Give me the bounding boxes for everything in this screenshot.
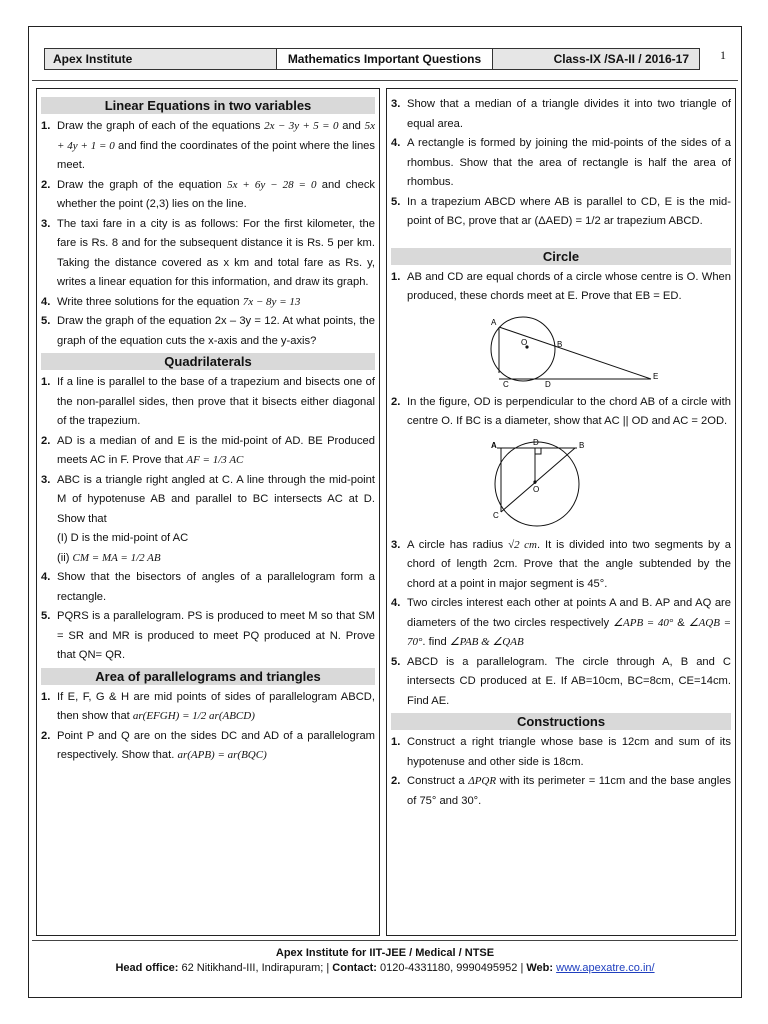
page-footer [30, 946, 740, 976]
list-item: 2. In the figure, OD is perpendicular to the chord AB of a circle with centre O. If BC is a diameter, show that AC || OD and AC = 2OD. [391, 395, 731, 427]
header-divider [32, 80, 738, 81]
page-header [44, 48, 700, 70]
fig2-label-o: O [533, 484, 540, 494]
right-column [386, 88, 736, 936]
list-item: 1. If E, F, G & H are mid points of sides of parallelogram ABCD, then show that ar(EFGH) = 1/2 ar(ABCD) [41, 690, 375, 722]
quadrilaterals-list [41, 373, 375, 666]
subject-title: Mathematics Important Questions [277, 49, 493, 69]
section-title-linear-equations: Linear Equations in two variables [41, 97, 375, 114]
left-column [36, 88, 380, 936]
figure-perpendicular-chord [391, 436, 731, 532]
list-item: 5. ABCD is a parallelogram. The circle through A, B and C intersects CD produced at E. If AB=10cm, BC=8cm, CE=14cm. Find AE. [391, 655, 731, 707]
website-link[interactable]: www.apexatre.co.in/ [556, 962, 655, 974]
circle-list-2 [391, 393, 731, 432]
fig1-label-e: E [653, 371, 659, 381]
fig1-label-c: C [503, 379, 509, 389]
area-list-continued [391, 95, 731, 232]
list-item: 4. Write three solutions for the equation 7x − 8y = 13 [41, 295, 301, 308]
list-item: 4. A rectangle is formed by joining the mid-points of the sides of a rhombus. Show that the area of rectangle is half the area of rhombus. [391, 137, 731, 188]
section-title-constructions: Constructions [391, 713, 731, 730]
fig2-label-b: B [579, 440, 585, 450]
list-item: 4. Show that the bisectors of angles of a parallelogram form a rectangle. [41, 571, 375, 603]
constructions-list [391, 733, 731, 811]
fig2-label-c: C [493, 510, 499, 520]
institute-name: Apex Institute [45, 49, 277, 69]
list-item: 2. Construct a ΔPQR with its perimeter = 11cm and the base angles of 75° and 30°. [391, 775, 732, 807]
list-item: 1. Construct a right triangle whose base is 12cm and sum of its hypotenuse and other side is 18cm. [391, 736, 731, 768]
fig1-label-a: A [491, 317, 497, 327]
linear-equations-list [41, 117, 375, 351]
footer-divider [32, 940, 738, 941]
list-item: 2. AD is a median of and E is the mid-point of AD. BE Produced meets AC in F. Prove that AF = 1/3 AC [41, 434, 375, 466]
circle-list-3 [391, 536, 731, 712]
list-item: 1. If a line is parallel to the base of a trapezium and bisects one of the non-parallel sides, then prove that it bisects either diagonal of the trapezium. [41, 376, 375, 427]
section-title-quadrilaterals: Quadrilaterals [41, 353, 375, 370]
list-item: 2. Draw the graph of the equation 5x + 6y − 28 = 0 and check whether the point (2,3) lies on the line. [41, 178, 376, 210]
list-item: 3. The taxi fare in a city is as follows: For the first kilometer, the fare is Rs. 8 and for the subsequent distance it is Rs. 5 per km. Taking the distance covered as x km and total fare as Rs. y, writes a linear equation for this information, and draw its graph. [41, 217, 375, 288]
list-item: 5. In a trapezium ABCD where AB is parallel to CD, E is the mid-point of BC, prove that ar (ΔAED) = 1/2 ar trapezium ABCD. [391, 195, 731, 227]
fig2-label-a: A [491, 440, 497, 450]
list-item: 4. Two circles interest each other at points A and B. AP and AQ are diameters of the two circles respectively ∠APB = 40° & ∠AQB = 70°. find ∠PAB & ∠QAB [391, 597, 732, 648]
section-title-circle: Circle [391, 248, 731, 265]
fig1-label-b: B [557, 339, 563, 349]
list-item: 2. Point P and Q are on the sides DC and AD of a parallelogram respectively. Show that. ar(APB) = ar(BQC) [41, 729, 375, 761]
list-item: 5. Draw the graph of the equation 2x – 3y = 12. At what points, the graph of the equation cuts the x-axis and the y-axis? [41, 315, 375, 347]
area-list [41, 688, 375, 766]
section-title-area: Area of parallelograms and triangles [41, 668, 375, 685]
footer-contact: Head office: 62 Nitikhand-III, Indirapuram; | Contact: 0120-4331180, 9990495952 | Web: www.apexatre.co.in/ [115, 962, 655, 974]
list-item: 1. Draw the graph of each of the equations 2x − 3y + 5 = 0 and 5x + 4y + 1 = 0 and find the coordinates of the point where the lines meet. [41, 120, 376, 171]
list-item: 5. PQRS is a parallelogram. PS is produced to meet M so that SM = SR and MR is produced to meet PQ produced at N. Prove that QN= QR. [41, 610, 375, 661]
figure-chords-circle [391, 311, 731, 389]
fig2-label-d: D [533, 437, 539, 447]
class-label: Class-IX /SA-II / 2016-17 [493, 49, 699, 69]
circle-list [391, 268, 731, 307]
fig1-label-o: O [521, 337, 528, 347]
list-item: 3. A circle has radius √2 cm. It is divided into two segments by a chord of length 2cm. Prove that the angle subtended by the chord at a point in major segment is 45°. [391, 538, 731, 590]
page-number: 1 [720, 48, 726, 62]
list-item: 1. AB and CD are equal chords of a circle whose centre is O. When produced, these chords meet at E. Prove that EB = ED. [391, 270, 731, 302]
list-item: 3. ABC is a triangle right angled at C. A line through the mid-point M of hypotenuse AB and parallel to BC intersects AC at D. Show that (I) D is the mid-point of AC (ii) CM = MA = 1/2 AB [41, 473, 375, 564]
list-item: 3. Show that a median of a triangle divides it into two triangle of equal area. [391, 98, 731, 130]
fig1-label-d: D [545, 379, 551, 389]
footer-institute: Apex Institute for IIT-JEE / Medical / NTSE [275, 947, 495, 959]
